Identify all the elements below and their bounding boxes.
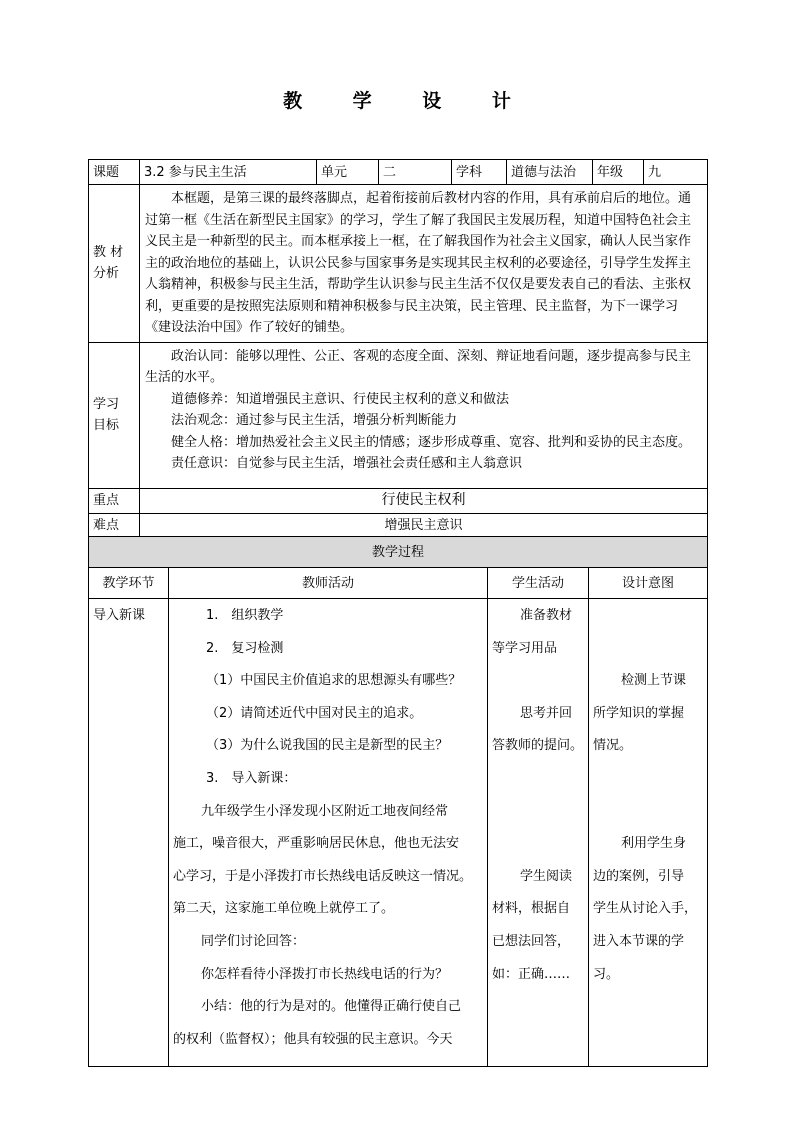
student-activity-cell xyxy=(488,599,589,1067)
col-stage-header: 教学环节 xyxy=(89,568,169,599)
document-title: 教 学 设 计 xyxy=(283,90,533,112)
intent-line xyxy=(593,763,705,796)
teacher-line: 心学习，于是小泽拨打市长热线电话反映这一情况。 xyxy=(173,868,473,884)
intent-line: 进入本节课的学 xyxy=(593,933,685,949)
intent-line: 习。 xyxy=(593,966,620,982)
teaching-process-table xyxy=(88,536,708,1067)
intent-line xyxy=(593,796,705,829)
process-row-intro xyxy=(89,599,708,1067)
student-line xyxy=(492,665,586,698)
process-heading: 教学过程 xyxy=(89,537,708,568)
grade-label: 年级 xyxy=(593,160,644,185)
student-line xyxy=(492,763,586,796)
key-point-row xyxy=(89,488,708,513)
teacher-line: 小结：他的行为是对的。他懂得正确行使自己 xyxy=(201,999,462,1015)
key-point-value: 行使民主权利 xyxy=(140,488,708,513)
teacher-line: 同学们讨论回答： xyxy=(201,933,306,949)
unit-label: 单元 xyxy=(317,160,379,185)
goal-item: 法治观念：通过参与民主生活，增强分析判断能力 xyxy=(171,413,458,428)
process-heading-row xyxy=(89,537,708,568)
goal-item: 健全人格：增加热爱社会主义民主的情感；逐步形成尊重、宽容、批判和妥协的民主态度。 xyxy=(171,434,692,450)
difficulty-value: 增强民主意识 xyxy=(140,513,708,538)
intent-line: 边的案例，引导 xyxy=(593,868,685,884)
subject-label: 学科 xyxy=(452,160,507,185)
analysis-row xyxy=(89,185,708,343)
intent-line: 所学知识的掌握 xyxy=(593,705,685,721)
stage-cell: 导入新课 xyxy=(89,599,169,1067)
col-intent-header: 设计意图 xyxy=(589,568,708,599)
goals-row xyxy=(89,342,708,488)
intent-line: 情况。 xyxy=(593,738,633,754)
goal-item: 道德修养：知道增强民主意识、行使民主权利的意义和做法 xyxy=(171,391,510,407)
intent-line: 学生从讨论入手， xyxy=(593,901,698,917)
process-header-row xyxy=(89,568,708,599)
teacher-line: 九年级学生小泽发现小区附近工地夜间经常 xyxy=(201,803,449,819)
design-intent-cell xyxy=(589,599,708,1067)
student-line: 已想法回答， xyxy=(492,933,571,949)
intent-line: 利用学生身 xyxy=(621,836,687,852)
goals-list xyxy=(140,342,708,488)
student-line: 材料，根据自 xyxy=(492,901,571,917)
difficulty-row xyxy=(89,513,708,538)
teacher-line: 1. 组织教学 xyxy=(206,608,284,623)
topic-value: 3.2 参与民主生活 xyxy=(140,160,317,185)
intent-line: 检测上节课 xyxy=(621,673,687,689)
teacher-line: 你怎样看待小泽拨打市长热线电话的行为？ xyxy=(201,966,449,982)
key-point-label: 重点 xyxy=(89,488,140,513)
teacher-line: （3）为什么说我国的民主是新型的民主？ xyxy=(206,738,449,754)
student-line xyxy=(492,796,586,861)
goal-item: 责任意识：自觉参与民主生活，增强社会责任感和主人翁意识 xyxy=(171,456,523,471)
unit-value: 二 xyxy=(379,160,452,185)
analysis-label: 教 材 分析 xyxy=(89,185,140,343)
col-student-header: 学生活动 xyxy=(488,568,589,599)
teacher-line: 3. 导入新课： xyxy=(206,770,297,786)
teacher-line: 第二天，这家施工单位晚上就停工了。 xyxy=(173,901,395,917)
student-line: 等学习用品 xyxy=(492,640,558,656)
teacher-line: （1）中国民主价值追求的思想源头有哪些？ xyxy=(206,673,462,689)
grade-value: 九 xyxy=(644,160,708,185)
goals-label: 学习 目标 xyxy=(89,342,140,488)
teacher-line: 施工，噪音很大，严重影响居民休息，他也无法安 xyxy=(173,836,460,852)
subject-value: 道德与法治 xyxy=(507,160,593,185)
student-line: 答教师的提问。 xyxy=(492,738,584,754)
analysis-text: 本框题，是第三课的最终落脚点，起着衔接前后教材内容的作用，具有承前启后的地位。通过第一框《生活在新型民主国家》的学习，学生了解了我国民主发展历程，知道中国特色社会主义民主是一种新型的民主。而本框承接上一框，在了解我国作为社会主义国家，确认人民当家作主的政治地位的基础上，认识公民参与国家事务是实现其民主权利的必要途径，引导学生发挥主人翁精神，积极参与民主生活，帮助学生认识参与民主生活不仅仅是要发表自己的看法、主张权利，更重要的是按照宪法原则和精神积极参与民主决策，民主管理、民主监督，为下一课学习《建设法治中国》作了较好的铺垫。 xyxy=(140,185,708,343)
teacher-line: 2. 复习检测 xyxy=(206,640,284,656)
difficulty-label: 难点 xyxy=(89,513,140,538)
topic-label: 课题 xyxy=(89,160,140,185)
teacher-activity-cell xyxy=(169,599,488,1067)
teacher-line: 的权利（监督权）；他具有较强的民主意识。今天 xyxy=(173,1031,453,1047)
student-line: 准备教材 xyxy=(520,608,573,623)
lesson-info-table xyxy=(88,159,708,539)
teacher-line: （2）请简述近代中国对民主的追求。 xyxy=(206,705,423,721)
student-line: 思考并回 xyxy=(520,705,573,721)
student-line: 学生阅读 xyxy=(520,868,573,884)
student-line: 如：正确…… xyxy=(492,966,571,982)
info-row xyxy=(89,160,708,185)
col-teacher-header: 教师活动 xyxy=(169,568,488,599)
goal-item: 政治认同：能够以理性、公正、客观的态度全面、深刻、辩证地看问题，逐步提高参与民主生活的水平。 xyxy=(145,348,692,385)
